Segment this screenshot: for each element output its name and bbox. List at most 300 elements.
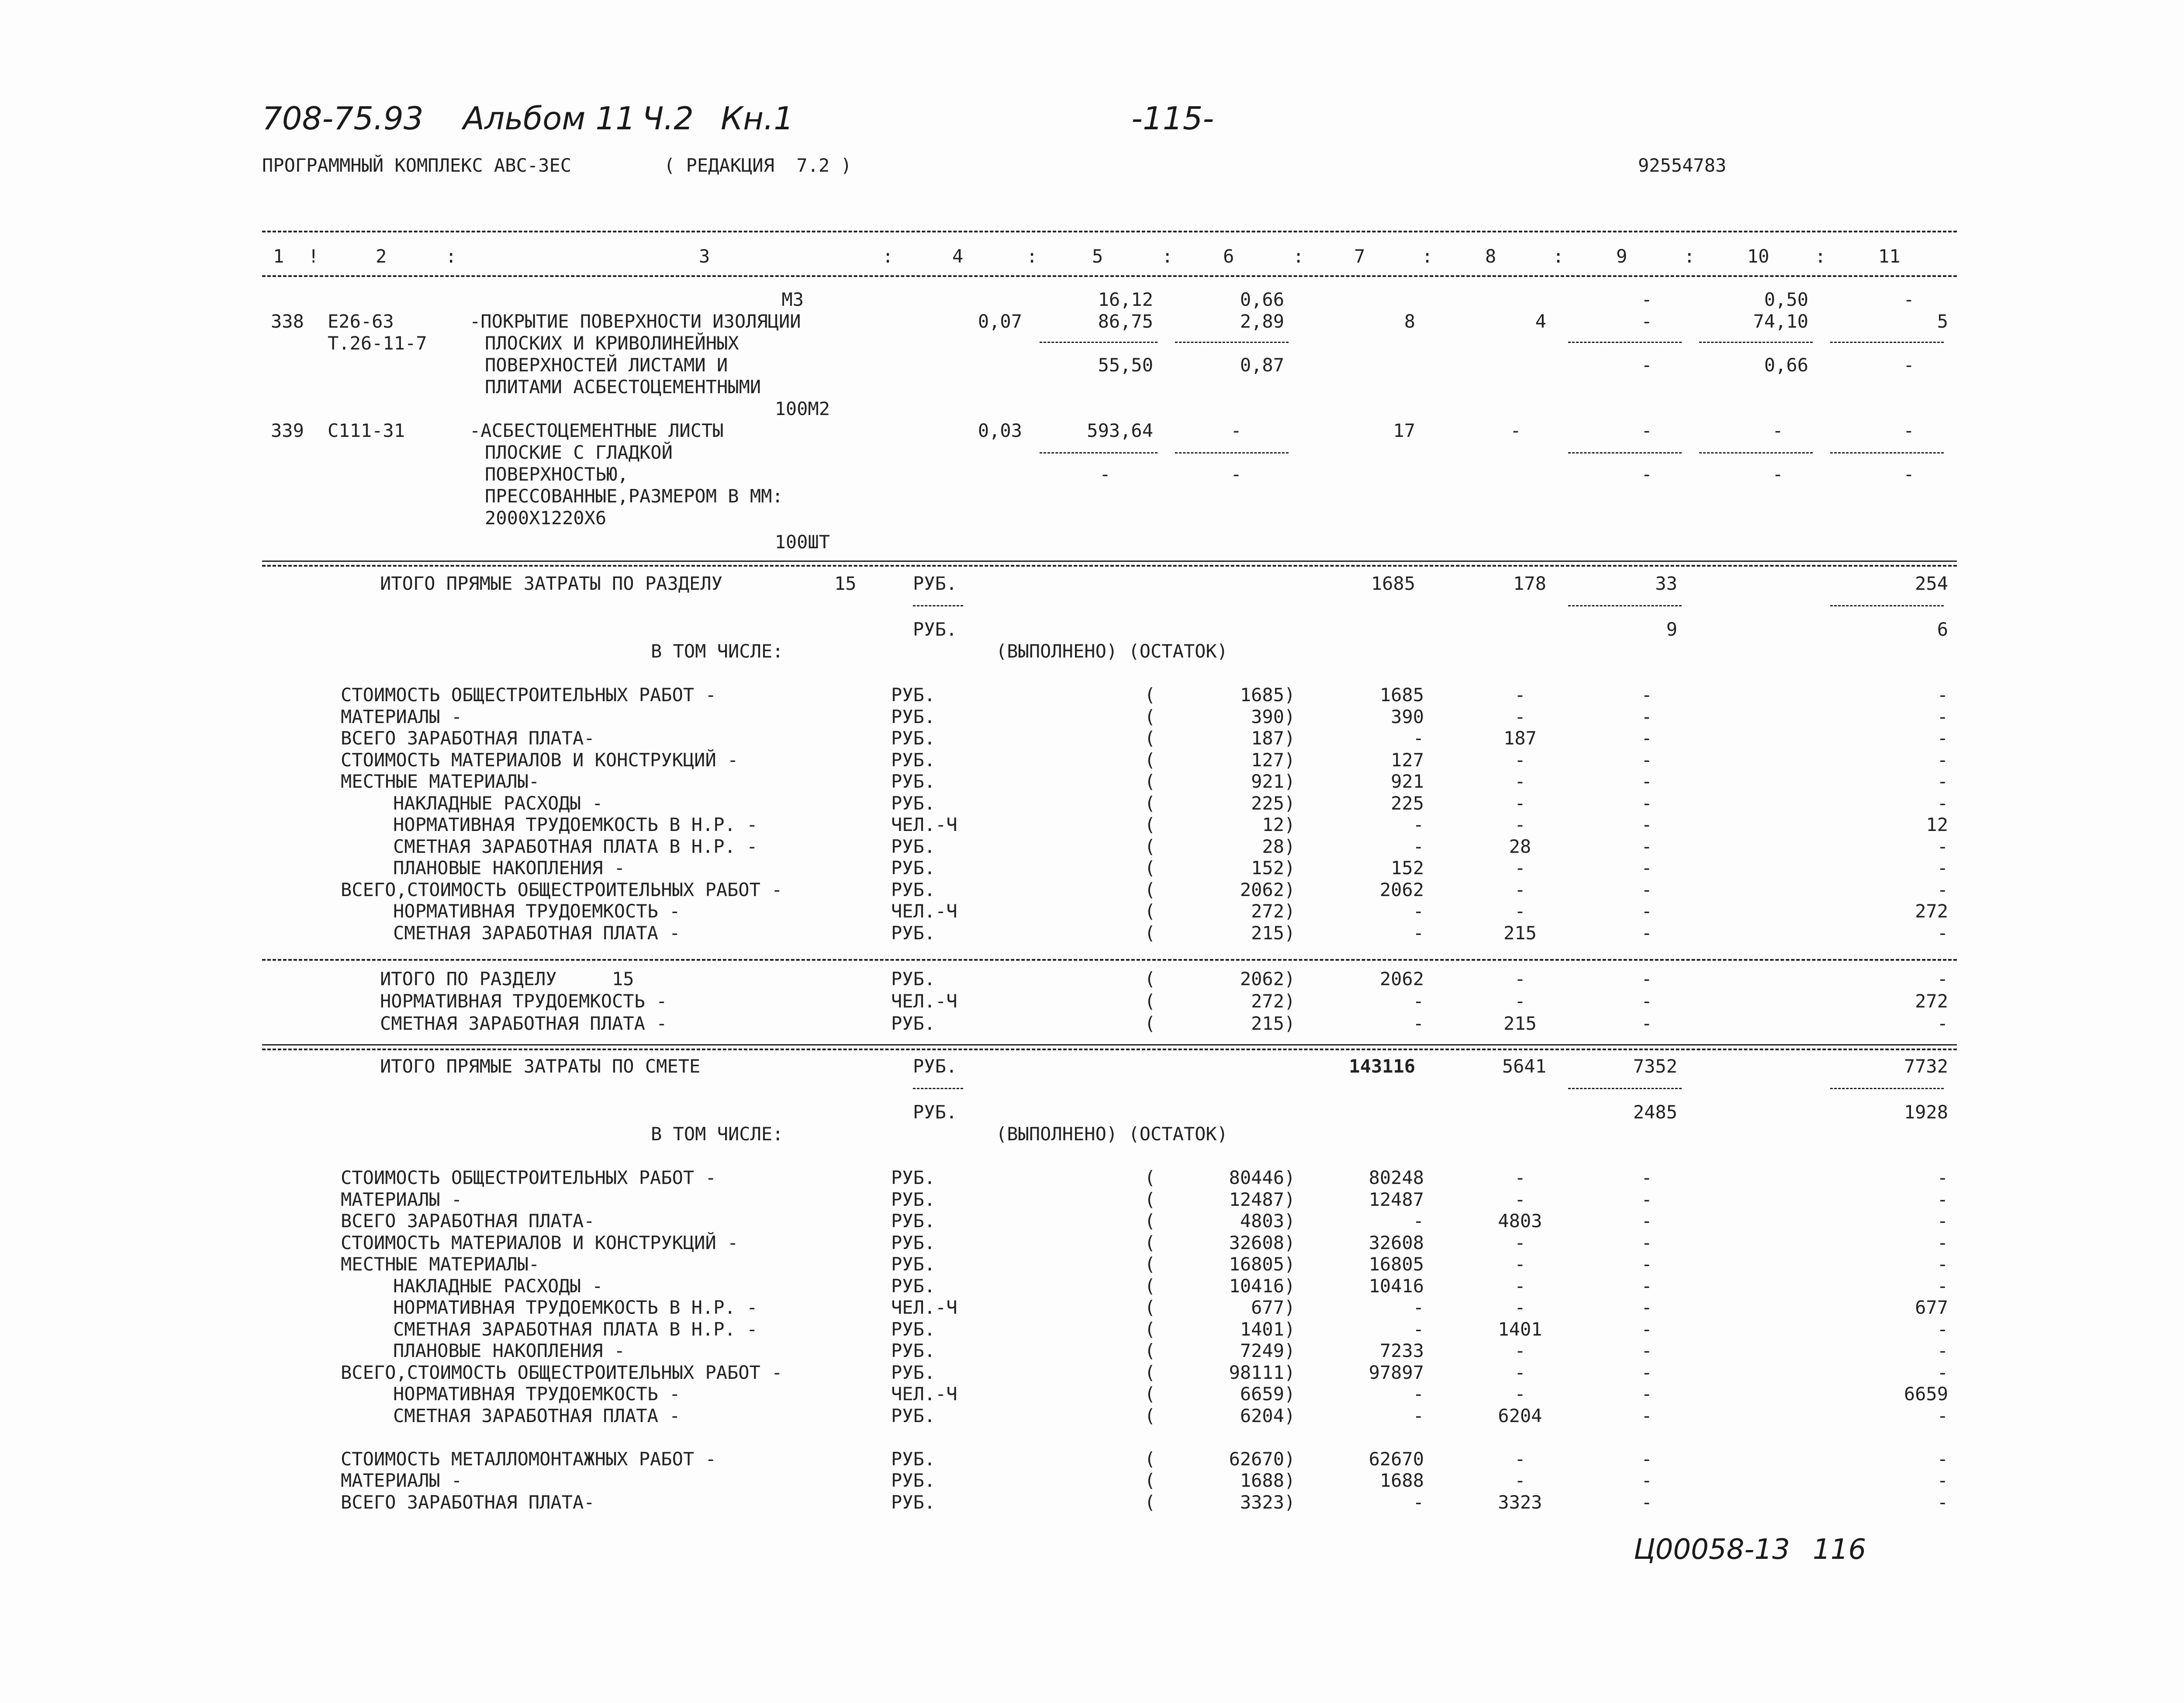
- summary-col9: -: [1641, 990, 1652, 1012]
- item-number: 339: [271, 420, 304, 441]
- item-code-secondary: Т.26-11-7: [328, 332, 427, 354]
- section-total-col9-sub: 9: [1666, 619, 1677, 640]
- item-col8: -: [1510, 420, 1521, 441]
- summary-label: НОРМАТИВНАЯ ТРУДОЕМКОСТЬ -: [380, 990, 667, 1012]
- breakdown-label: НАКЛАДНЫЕ РАСХОДЫ -: [393, 1275, 603, 1297]
- breakdown-label: НАКЛАДНЫЕ РАСХОДЫ -: [393, 792, 603, 814]
- breakdown-col11: 677: [1915, 1297, 1948, 1318]
- paren-close: ): [1284, 1297, 1296, 1318]
- item-description-line: -АСБЕСТОЦЕМЕНТНЫЕ ЛИСТЫ: [470, 420, 724, 441]
- item-description-line: ПОВЕРХНОСТЬЮ,: [485, 464, 629, 485]
- breakdown-col8: -: [1514, 1167, 1526, 1188]
- breakdown-col8: -: [1514, 1383, 1526, 1405]
- breakdown-label: СТОИМОСТЬ ОБЩЕСТРОИТЕЛЬНЫХ РАБОТ -: [341, 1167, 716, 1188]
- breakdown-col8: -: [1514, 771, 1526, 792]
- paren-open: (: [1144, 857, 1156, 879]
- breakdown-done-value: 921: [1251, 771, 1284, 792]
- header-rule-top: [262, 231, 1957, 232]
- item-col6: -: [1230, 420, 1242, 441]
- breakdown-unit: РУБ.: [891, 1448, 936, 1470]
- handwritten-book: Кн.1: [721, 100, 794, 137]
- paren-close: ): [1284, 1383, 1296, 1405]
- summary-col8: -: [1514, 968, 1526, 990]
- summary-unit: ЧЕЛ.-Ч: [891, 990, 957, 1012]
- summary-col8: 215: [1503, 1013, 1537, 1034]
- breakdown-col7: -: [1413, 1383, 1424, 1405]
- breakdown-unit: ЧЕЛ.-Ч: [891, 814, 957, 835]
- estimate-rule: [262, 1049, 1957, 1050]
- breakdown-label: СТОИМОСТЬ МАТЕРИАЛОВ И КОНСТРУКЦИЙ -: [341, 749, 739, 771]
- breakdown-col7: -: [1413, 814, 1424, 835]
- item-col6: 2,89: [1240, 311, 1284, 332]
- item-description-line: ПЛИТАМИ АСБЕСТОЦЕМЕНТНЫМИ: [485, 376, 761, 398]
- summary-unit: РУБ.: [891, 1013, 936, 1034]
- item-col10: -: [1772, 420, 1783, 441]
- done-remaining-header: (ВЫПОЛНЕНО) (ОСТАТОК): [996, 1123, 1228, 1145]
- breakdown-col8: -: [1514, 900, 1526, 922]
- summary-col7: -: [1413, 1013, 1424, 1034]
- breakdown-col11: -: [1937, 771, 1948, 792]
- breakdown-done-value: 187: [1251, 727, 1284, 749]
- column-separator: :: [1684, 246, 1695, 267]
- item-col9: -: [1641, 311, 1652, 332]
- paren-close: ): [1284, 1188, 1296, 1210]
- item-quantity: 0,03: [978, 420, 1022, 441]
- item-number: 338: [271, 311, 304, 332]
- breakdown-unit: РУБ.: [891, 684, 936, 706]
- breakdown-col11: 272: [1915, 900, 1948, 922]
- paren-close: ): [1284, 1491, 1296, 1513]
- column-separator: :: [1293, 246, 1304, 267]
- cell-divider: [1040, 452, 1158, 453]
- estimate-total-label: ИТОГО ПРЯМЫЕ ЗАТРАТЫ ПО СМЕТЕ: [380, 1056, 701, 1077]
- section-summary-rule: [262, 959, 1957, 961]
- breakdown-label: МАТЕРИАЛЫ -: [341, 1470, 463, 1491]
- section-total-col11-sub: 6: [1937, 619, 1948, 640]
- cell-divider: [1568, 605, 1682, 606]
- item-col6-sub: 0,87: [1240, 354, 1284, 376]
- paren-close: ): [1284, 706, 1296, 727]
- column-number: 11: [1878, 246, 1901, 267]
- doc-number: 92554783: [1638, 155, 1727, 176]
- breakdown-col7: 80248: [1368, 1167, 1424, 1188]
- cell-divider: [1830, 452, 1944, 453]
- paren-close: ): [1284, 792, 1296, 814]
- breakdown-col9: -: [1641, 1340, 1652, 1361]
- section-total-col9: 33: [1655, 573, 1677, 594]
- column-separator: :: [1026, 246, 1038, 267]
- section-total-col8: 178: [1513, 573, 1546, 594]
- summary-col7: -: [1413, 990, 1424, 1012]
- breakdown-done-value: 10416: [1229, 1275, 1284, 1297]
- item-col9-top: -: [1641, 289, 1652, 310]
- breakdown-col8: 4803: [1498, 1210, 1542, 1232]
- breakdown-done-value: 127: [1251, 749, 1284, 771]
- program-name: ПРОГРАММНЫЙ КОМПЛЕКС АВС-3ЕС: [262, 155, 572, 176]
- breakdown-col8: 215: [1503, 922, 1537, 944]
- breakdown-label: СМЕТНАЯ ЗАРАБОТНАЯ ПЛАТА -: [393, 922, 681, 944]
- breakdown-col7: 152: [1391, 857, 1424, 879]
- column-separator: :: [882, 246, 894, 267]
- breakdown-unit: РУБ.: [891, 922, 936, 944]
- column-separator: :: [1162, 246, 1173, 267]
- breakdown-label: НОРМАТИВНАЯ ТРУДОЕМКОСТЬ В Н.Р. -: [393, 1297, 758, 1318]
- item-col5-top: 16,12: [1098, 289, 1153, 310]
- breakdown-col11: -: [1937, 749, 1948, 771]
- breakdown-col8: -: [1514, 792, 1526, 814]
- breakdown-col11: -: [1937, 1405, 1948, 1426]
- breakdown-done-value: 7249: [1240, 1340, 1284, 1361]
- breakdown-label: ВСЕГО,СТОИМОСТЬ ОБЩЕСТРОИТЕЛЬНЫХ РАБОТ -: [341, 1361, 783, 1383]
- paren-open: (: [1144, 1210, 1156, 1232]
- paren-close: ): [1284, 1470, 1296, 1491]
- breakdown-unit: РУБ.: [891, 1361, 936, 1383]
- breakdown-col7: 1685: [1379, 684, 1424, 706]
- breakdown-unit: РУБ.: [891, 792, 936, 814]
- item-col9: -: [1641, 420, 1652, 441]
- column-number: 1: [273, 246, 284, 267]
- breakdown-done-value: 272: [1251, 900, 1284, 922]
- breakdown-done-value: 28: [1262, 835, 1284, 857]
- breakdown-col11: -: [1937, 1448, 1948, 1470]
- section-total-label: ИТОГО ПРЯМЫЕ ЗАТРАТЫ ПО РАЗДЕЛУ: [380, 573, 722, 594]
- paren-open: (: [1144, 1340, 1156, 1361]
- cell-divider: [1568, 452, 1682, 453]
- edition: ( РЕДАКЦИЯ 7.2 ): [664, 155, 852, 176]
- breakdown-unit: РУБ.: [891, 1232, 936, 1253]
- breakdown-done-value: 1688: [1240, 1470, 1284, 1491]
- breakdown-unit: РУБ.: [891, 879, 936, 900]
- paren-close: ): [1284, 1318, 1296, 1340]
- column-number: 10: [1747, 246, 1769, 267]
- paren-open: (: [1144, 684, 1156, 706]
- item-code: Е26-63: [328, 311, 394, 332]
- breakdown-col9: -: [1641, 900, 1652, 922]
- breakdown-col9: -: [1641, 1383, 1652, 1405]
- cell-divider: [1175, 452, 1289, 453]
- breakdown-col9: -: [1641, 1318, 1652, 1340]
- paren-close: ): [1284, 1253, 1296, 1275]
- item-col10: 74,10: [1753, 311, 1808, 332]
- breakdown-col8: 28: [1509, 835, 1531, 857]
- breakdown-col8: -: [1514, 1448, 1526, 1470]
- breakdown-label: МАТЕРИАЛЫ -: [341, 1188, 463, 1210]
- estimate-total-col7: 143116: [1349, 1056, 1415, 1077]
- breakdown-col8: 6204: [1498, 1405, 1542, 1426]
- breakdown-col8: -: [1514, 1232, 1526, 1253]
- breakdown-col9: -: [1641, 1210, 1652, 1232]
- breakdown-col8: 3323: [1498, 1491, 1542, 1513]
- item-col7: 17: [1393, 420, 1415, 441]
- breakdown-label: НОРМАТИВНАЯ ТРУДОЕМКОСТЬ В Н.Р. -: [393, 814, 758, 835]
- handwritten-footer-page: 116: [1813, 1533, 1866, 1566]
- item-col5: 86,75: [1098, 311, 1153, 332]
- paren-close: ): [1284, 727, 1296, 749]
- item-col10-sub: 0,66: [1764, 354, 1808, 376]
- item-col7: 8: [1404, 311, 1415, 332]
- handwritten-album: Альбом 11: [463, 100, 636, 137]
- breakdown-col11: -: [1937, 684, 1948, 706]
- breakdown-col7: -: [1413, 1297, 1424, 1318]
- paren-close: ): [1284, 1275, 1296, 1297]
- breakdown-done-value: 677: [1251, 1297, 1284, 1318]
- breakdown-unit: РУБ.: [891, 1253, 936, 1275]
- item-description-line: -ПОКРЫТИЕ ПОВЕРХНОСТИ ИЗОЛЯЦИИ: [470, 311, 801, 332]
- paren-close: ): [1284, 900, 1296, 922]
- breakdown-done-value: 12487: [1229, 1188, 1284, 1210]
- paren-open: (: [1144, 835, 1156, 857]
- cell-divider: [1568, 1088, 1682, 1089]
- breakdown-unit: РУБ.: [891, 727, 936, 749]
- paren-open: (: [1144, 1318, 1156, 1340]
- cell-divider: [1830, 1088, 1944, 1089]
- paren-close: ): [1284, 879, 1296, 900]
- breakdown-col7: 921: [1391, 771, 1424, 792]
- item-col10-sub: -: [1772, 464, 1783, 485]
- item-col5-sub: -: [1099, 464, 1111, 485]
- handwritten-part: Ч.2: [642, 100, 694, 137]
- breakdown-unit: РУБ.: [891, 1275, 936, 1297]
- cell-divider: [1568, 342, 1682, 343]
- column-number: 6: [1223, 246, 1234, 267]
- breakdown-done-value: 215: [1251, 922, 1284, 944]
- paren-open: (: [1144, 1491, 1156, 1513]
- breakdown-col8: -: [1514, 879, 1526, 900]
- paren-open: (: [1144, 1275, 1156, 1297]
- paren-open: (: [1144, 1253, 1156, 1275]
- item-col9-sub: -: [1641, 354, 1652, 376]
- breakdown-col9: -: [1641, 879, 1652, 900]
- breakdown-col8: -: [1514, 857, 1526, 879]
- breakdown-col11: -: [1937, 1167, 1948, 1188]
- item-col11-sub: -: [1903, 354, 1914, 376]
- breakdown-unit: РУБ.: [891, 1491, 936, 1513]
- paren-close: ): [1284, 857, 1296, 879]
- breakdown-label: ВСЕГО ЗАРАБОТНАЯ ПЛАТА-: [341, 1491, 595, 1513]
- breakdown-label: СТОИМОСТЬ ОБЩЕСТРОИТЕЛЬНЫХ РАБОТ -: [341, 684, 716, 706]
- breakdown-col7: 97897: [1368, 1361, 1424, 1383]
- breakdown-col8: -: [1514, 1297, 1526, 1318]
- unit-divider: [913, 605, 963, 606]
- breakdown-done-value: 16805: [1229, 1253, 1284, 1275]
- breakdown-col9: -: [1641, 1448, 1652, 1470]
- handwritten-footer-code: Ц00058-13: [1634, 1533, 1790, 1566]
- paren-open: (: [1144, 900, 1156, 922]
- paren-open: (: [1144, 706, 1156, 727]
- unit-divider: [913, 1088, 963, 1089]
- page-number: -115-: [1131, 100, 1214, 137]
- column-number: 2: [376, 246, 387, 267]
- breakdown-col9: -: [1641, 1470, 1652, 1491]
- breakdown-col9: -: [1641, 1275, 1652, 1297]
- summary-col7: 2062: [1379, 968, 1424, 990]
- breakdown-col7: -: [1413, 1491, 1424, 1513]
- breakdown-label: МАТЕРИАЛЫ -: [341, 706, 463, 727]
- paren-open: (: [1144, 1232, 1156, 1253]
- breakdown-col9: -: [1641, 1361, 1652, 1383]
- paren-close: ): [1284, 1405, 1296, 1426]
- estimate-total-col11-sub: 1928: [1904, 1101, 1948, 1123]
- breakdown-col7: 12487: [1368, 1188, 1424, 1210]
- breakdown-unit: ЧЕЛ.-Ч: [891, 1297, 957, 1318]
- breakdown-col7: 7233: [1379, 1340, 1424, 1361]
- breakdown-done-value: 4803: [1240, 1210, 1284, 1232]
- breakdown-col8: 1401: [1498, 1318, 1542, 1340]
- breakdown-unit: РУБ.: [891, 1318, 936, 1340]
- breakdown-col7: 1688: [1379, 1470, 1424, 1491]
- breakdown-done-value: 225: [1251, 792, 1284, 814]
- including-label: В ТОМ ЧИСЛЕ:: [651, 640, 784, 662]
- breakdown-col11: -: [1937, 1188, 1948, 1210]
- breakdown-col9: -: [1641, 835, 1652, 857]
- paren-close: ): [1284, 1232, 1296, 1253]
- item-col11-top: -: [1903, 289, 1914, 310]
- breakdown-unit: ЧЕЛ.-Ч: [891, 900, 957, 922]
- breakdown-col7: -: [1413, 1405, 1424, 1426]
- item-description-line: 2000Х1220Х6: [485, 507, 607, 529]
- paren-close: ): [1284, 968, 1296, 990]
- done-remaining-header: (ВЫПОЛНЕНО) (ОСТАТОК): [996, 640, 1228, 662]
- breakdown-col9: -: [1641, 857, 1652, 879]
- item-description-line: ПЛОСКИЕ С ГЛАДКОЙ: [485, 442, 673, 463]
- breakdown-col7: 127: [1391, 749, 1424, 771]
- breakdown-col9: -: [1641, 771, 1652, 792]
- breakdown-unit: РУБ.: [891, 857, 936, 879]
- paren-close: ): [1284, 814, 1296, 835]
- breakdown-unit: РУБ.: [891, 1405, 936, 1426]
- breakdown-unit: РУБ.: [891, 835, 936, 857]
- item-col6-top: 0,66: [1240, 289, 1284, 310]
- breakdown-col11: -: [1937, 1232, 1948, 1253]
- breakdown-col11: -: [1937, 857, 1948, 879]
- paren-open: (: [1144, 1297, 1156, 1318]
- section-total-col7: 1685: [1371, 573, 1415, 594]
- paren-close: ): [1284, 922, 1296, 944]
- handwritten-code: 708-75.93: [262, 100, 424, 137]
- breakdown-unit: РУБ.: [891, 1167, 936, 1188]
- breakdown-done-value: 32608: [1229, 1232, 1284, 1253]
- breakdown-col7: -: [1413, 727, 1424, 749]
- item-col8: 4: [1535, 311, 1546, 332]
- breakdown-col8: -: [1514, 1275, 1526, 1297]
- summary-done-value: 215: [1251, 1013, 1284, 1034]
- breakdown-label: СМЕТНАЯ ЗАРАБОТНАЯ ПЛАТА -: [393, 1405, 681, 1426]
- breakdown-col11: -: [1937, 706, 1948, 727]
- breakdown-col11: -: [1937, 1491, 1948, 1513]
- breakdown-col8: -: [1514, 1361, 1526, 1383]
- column-number: 3: [699, 246, 710, 267]
- breakdown-col7: -: [1413, 1318, 1424, 1340]
- breakdown-done-value: 6659: [1240, 1383, 1284, 1405]
- breakdown-label: НОРМАТИВНАЯ ТРУДОЕМКОСТЬ -: [393, 900, 681, 922]
- breakdown-done-value: 80446: [1229, 1167, 1284, 1188]
- breakdown-unit: РУБ.: [891, 706, 936, 727]
- breakdown-done-value: 6204: [1240, 1405, 1284, 1426]
- breakdown-label: ВСЕГО ЗАРАБОТНАЯ ПЛАТА-: [341, 727, 595, 749]
- item-description-line: ПОВЕРХНОСТЕЙ ЛИСТАМИ И: [485, 354, 728, 376]
- paren-open: (: [1144, 1383, 1156, 1405]
- breakdown-col8: -: [1514, 1470, 1526, 1491]
- breakdown-col11: 12: [1926, 814, 1948, 835]
- breakdown-col11: -: [1937, 727, 1948, 749]
- cell-divider: [1040, 342, 1158, 343]
- paren-open: (: [1144, 1188, 1156, 1210]
- breakdown-col11: -: [1937, 922, 1948, 944]
- column-separator: !: [308, 246, 319, 267]
- breakdown-unit: ЧЕЛ.-Ч: [891, 1383, 957, 1405]
- summary-label: СМЕТНАЯ ЗАРАБОТНАЯ ПЛАТА -: [380, 1013, 667, 1034]
- breakdown-col7: 390: [1391, 706, 1424, 727]
- column-number: 5: [1092, 246, 1103, 267]
- breakdown-unit: РУБ.: [891, 1210, 936, 1232]
- item-col6-sub: -: [1230, 464, 1242, 485]
- breakdown-col11: -: [1937, 1361, 1948, 1383]
- item-description-line: ПРЕССОВАННЫЕ,РАЗМЕРОМ В ММ:: [485, 485, 783, 507]
- breakdown-label: ПЛАНОВЫЕ НАКОПЛЕНИЯ -: [393, 1340, 625, 1361]
- column-number: 4: [952, 246, 964, 267]
- section-total-unit2: РУБ.: [913, 619, 957, 640]
- cell-divider: [1830, 605, 1944, 606]
- breakdown-col7: 16805: [1368, 1253, 1424, 1275]
- summary-label: ИТОГО ПО РАЗДЕЛУ 15: [380, 968, 634, 990]
- paren-open: (: [1144, 968, 1156, 990]
- breakdown-label: ПЛАНОВЫЕ НАКОПЛЕНИЯ -: [393, 857, 625, 879]
- breakdown-col9: -: [1641, 1188, 1652, 1210]
- breakdown-unit: РУБ.: [891, 1340, 936, 1361]
- paren-open: (: [1144, 749, 1156, 771]
- breakdown-label: СМЕТНАЯ ЗАРАБОТНАЯ ПЛАТА В Н.Р. -: [393, 835, 758, 857]
- breakdown-col11: 6659: [1904, 1383, 1948, 1405]
- item-col11-sub: -: [1903, 464, 1914, 485]
- paren-close: ): [1284, 1013, 1296, 1034]
- breakdown-done-value: 390: [1251, 706, 1284, 727]
- header-rule-bottom: [262, 275, 1957, 277]
- estimate-rule: [262, 1044, 1957, 1045]
- summary-col11: -: [1937, 968, 1948, 990]
- breakdown-col9: -: [1641, 1405, 1652, 1426]
- breakdown-col8: -: [1514, 1253, 1526, 1275]
- item-col11: 5: [1937, 311, 1948, 332]
- cell-divider: [1699, 452, 1813, 453]
- breakdown-label: ВСЕГО,СТОИМОСТЬ ОБЩЕСТРОИТЕЛЬНЫХ РАБОТ -: [341, 879, 783, 900]
- breakdown-done-value: 1401: [1240, 1318, 1284, 1340]
- paren-open: (: [1144, 727, 1156, 749]
- cell-divider: [1175, 342, 1289, 343]
- breakdown-label: ВСЕГО ЗАРАБОТНАЯ ПЛАТА-: [341, 1210, 595, 1232]
- paren-close: ): [1284, 1448, 1296, 1470]
- breakdown-col8: -: [1514, 749, 1526, 771]
- breakdown-col11: -: [1937, 1275, 1948, 1297]
- estimate-total-unit2: РУБ.: [913, 1101, 957, 1123]
- breakdown-col9: -: [1641, 1297, 1652, 1318]
- breakdown-col9: -: [1641, 727, 1652, 749]
- summary-col11: -: [1937, 1013, 1948, 1034]
- item-col5: 593,64: [1087, 420, 1153, 441]
- breakdown-col9: -: [1641, 749, 1652, 771]
- breakdown-done-value: 152: [1251, 857, 1284, 879]
- section-rule: [262, 565, 1957, 567]
- estimate-total-col8: 5641: [1502, 1056, 1546, 1077]
- breakdown-col11: -: [1937, 1340, 1948, 1361]
- paren-close: ): [1284, 1361, 1296, 1383]
- breakdown-col7: -: [1413, 900, 1424, 922]
- paren-open: (: [1144, 771, 1156, 792]
- breakdown-col9: -: [1641, 706, 1652, 727]
- breakdown-col11: -: [1937, 1253, 1948, 1275]
- breakdown-label: МЕСТНЫЕ МАТЕРИАЛЫ-: [341, 771, 540, 792]
- item-col10-top: 0,50: [1764, 289, 1808, 310]
- breakdown-col7: 2062: [1379, 879, 1424, 900]
